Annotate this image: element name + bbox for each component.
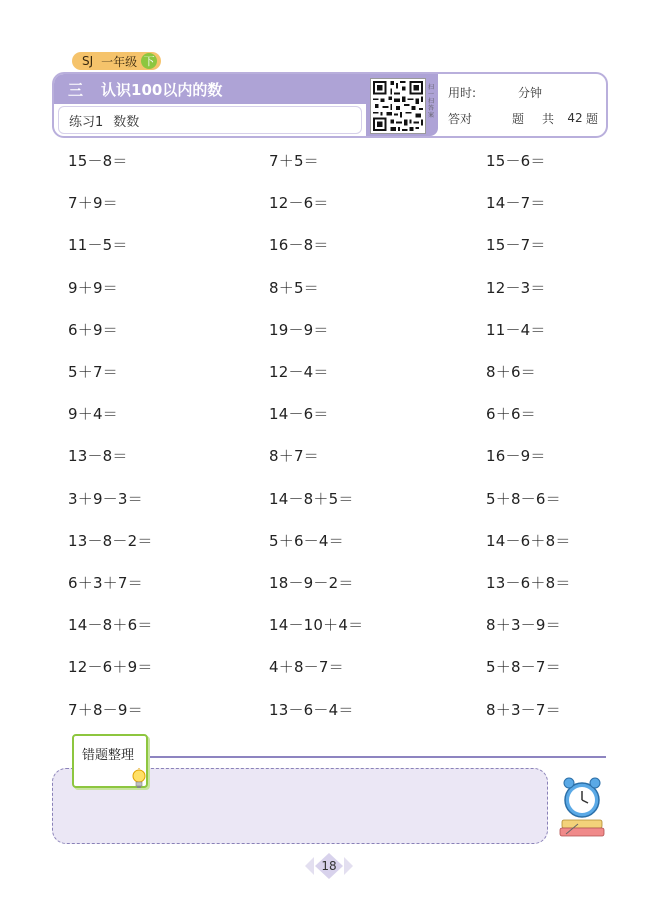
lesson-title: 数数 — [113, 114, 140, 130]
lesson-box — [58, 106, 362, 134]
lightbulb-icon — [130, 768, 148, 792]
qr-caption: 扫一扫答案 — [428, 84, 435, 119]
problem-item: 7＋9＝ — [68, 194, 118, 213]
header-card — [52, 72, 608, 138]
grade-badge — [72, 52, 161, 70]
problem-item: 13－6＋8＝ — [486, 574, 571, 592]
grade-code: SJ — [82, 54, 94, 68]
problem-item: 13－8－2＝ — [68, 531, 153, 550]
problem-item: 8＋3－7＝ — [486, 700, 561, 719]
problem-item: 9＋9＝ — [68, 278, 118, 297]
problem-item: 19－9＝ — [269, 320, 329, 339]
chapter-number: 三 — [68, 80, 84, 99]
problem-item: 6＋6＝ — [486, 405, 536, 424]
problem-item: 13－6－4＝ — [269, 700, 354, 719]
total-count: 42 — [567, 111, 583, 125]
problem-item: 6＋9＝ — [68, 320, 118, 339]
problem-item: 16－8＝ — [269, 236, 329, 255]
problem-item: 15－8＝ — [68, 152, 128, 170]
problem-item: 12－3＝ — [486, 278, 546, 297]
problem-item: 12－6＋9＝ — [68, 658, 153, 677]
page-number: 18 — [321, 859, 337, 873]
problem-item: 9＋4＝ — [68, 405, 118, 424]
problem-item: 4＋8－7＝ — [269, 658, 344, 677]
problem-item: 14－6＋8＝ — [486, 531, 571, 550]
problem-item: 11－4＝ — [486, 320, 546, 339]
total-label: 共 — [542, 111, 555, 126]
problem-item: 14－7＝ — [486, 194, 546, 213]
term-badge: 下 — [141, 53, 157, 69]
problem-item: 3＋9－3＝ — [68, 489, 143, 508]
mistake-divider — [150, 756, 606, 758]
problem-item: 7＋5＝ — [269, 152, 319, 170]
problem-item: 5＋6－4＝ — [269, 531, 344, 550]
info-panel — [442, 74, 606, 136]
problem-item: 14－8＋6＝ — [68, 616, 153, 635]
problem-item: 11－5＝ — [68, 236, 128, 255]
problem-item: 12－6＝ — [269, 194, 329, 213]
problem-item: 8＋6＝ — [486, 363, 536, 381]
problem-item: 13－8＝ — [68, 447, 128, 466]
time-row — [448, 82, 604, 102]
correct-label: 答对 — [448, 111, 473, 126]
problem-item: 8＋3－9＝ — [486, 616, 561, 635]
problem-item: 5＋8－7＝ — [486, 658, 561, 677]
problem-item: 12－4＝ — [269, 363, 329, 381]
time-unit: 分钟 — [518, 85, 543, 100]
problem-item: 7＋8－9＝ — [68, 700, 143, 719]
problem-item: 14－6＝ — [269, 405, 329, 424]
problem-item: 8＋5＝ — [269, 278, 319, 297]
problem-item: 16－9＝ — [486, 447, 546, 466]
qr-code-icon[interactable] — [370, 78, 426, 134]
problem-item: 15－7＝ — [486, 236, 546, 255]
problem-item: 6＋3＋7＝ — [68, 574, 143, 592]
problem-item: 5＋7＝ — [68, 363, 118, 381]
alarm-clock-books-icon — [556, 770, 608, 840]
grade-text: 一年级 — [101, 54, 138, 69]
total-unit: 题 — [586, 111, 599, 126]
problem-item: 5＋8－6＝ — [486, 489, 561, 508]
score-row — [448, 108, 604, 128]
problem-item: 8＋7＝ — [269, 447, 319, 466]
time-label: 用时: — [448, 85, 477, 100]
problem-item: 15－6＝ — [486, 152, 546, 170]
mistake-label: 错题整理 — [82, 748, 135, 763]
correct-unit: 题 — [512, 111, 525, 126]
chapter-title: 认识100以内的数 — [101, 80, 223, 99]
lesson-number: 练习1 — [69, 114, 104, 130]
problem-item: 18－9－2＝ — [269, 574, 354, 592]
problem-item: 14－10＋4＝ — [269, 616, 364, 635]
problem-item: 14－8＋5＝ — [269, 489, 354, 508]
